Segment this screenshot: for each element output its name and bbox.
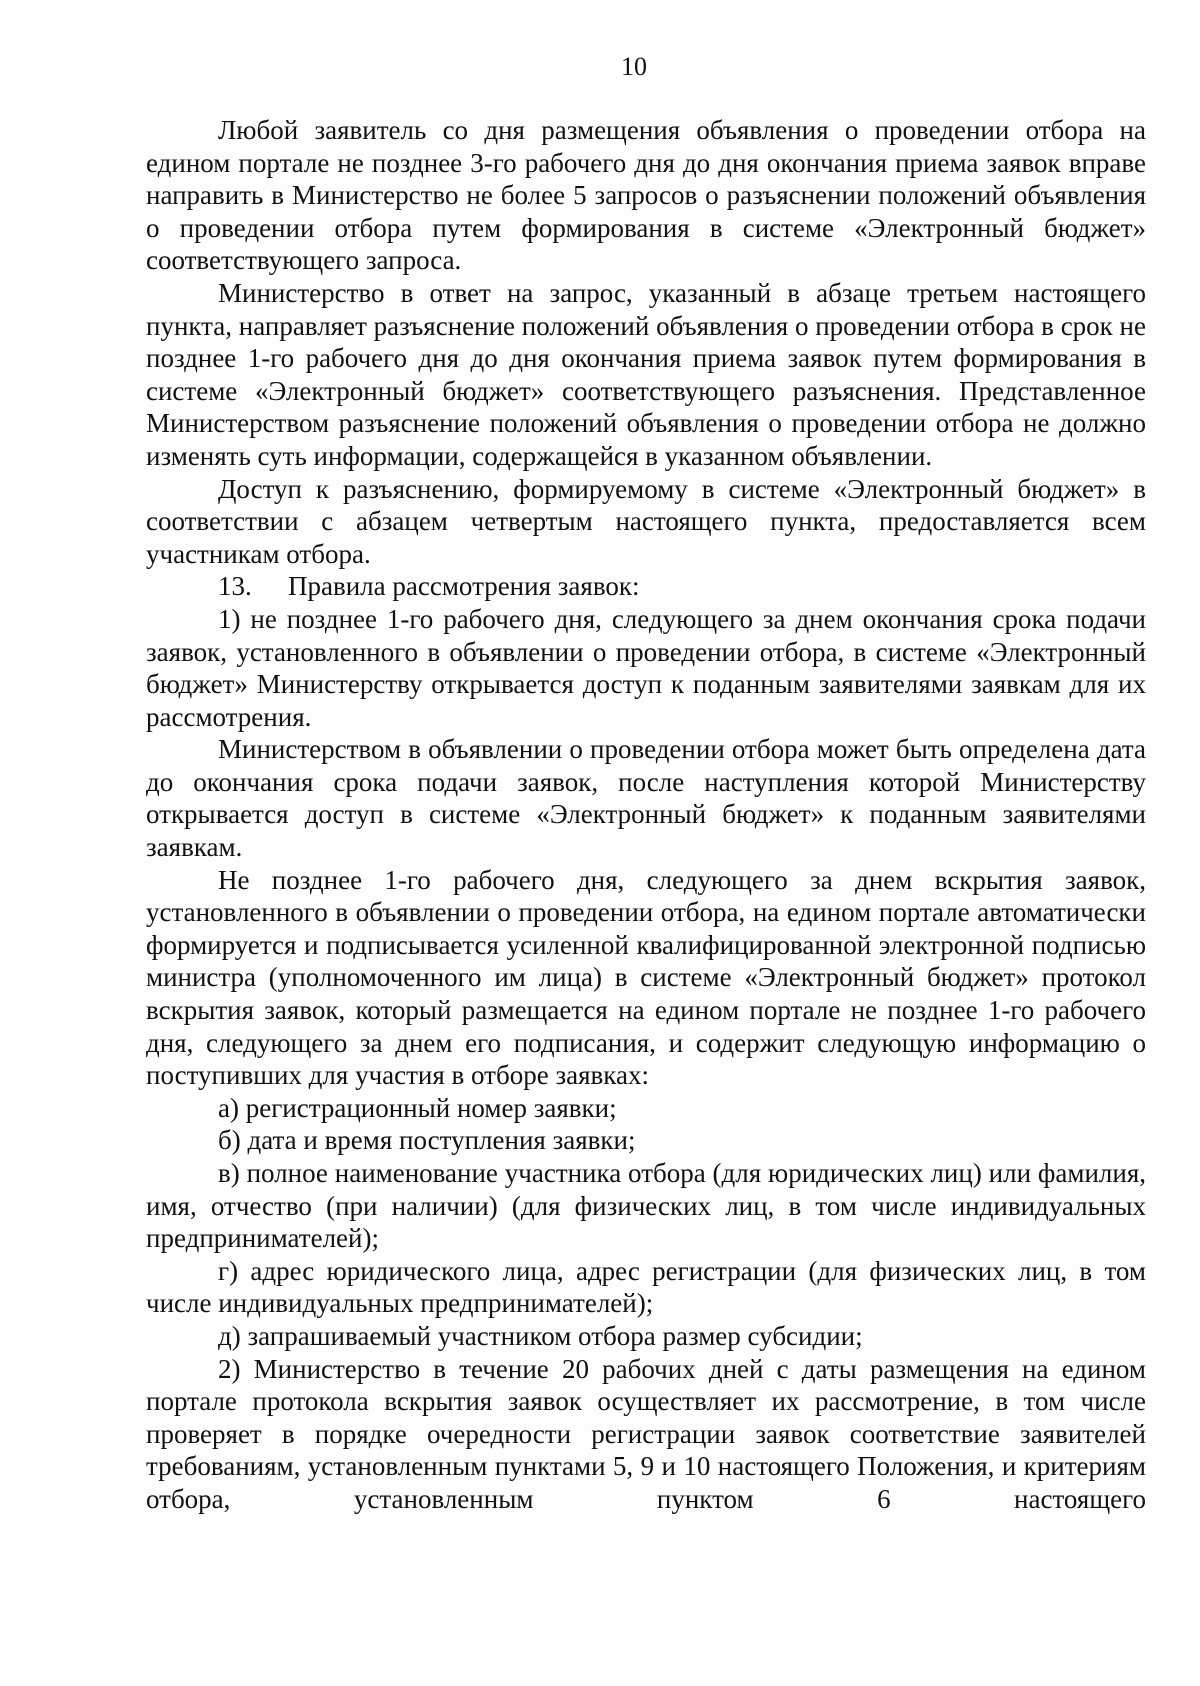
list-item-2: 2) Министерство в течение 20 рабочих дней с даты размещения на едином портале протокола вскрытия заявок осуществляет их рассмотрение, в том числе проверяет в порядке очередности регистрации заявок соответствие заявителей требованиям, установленным пунктами 5, 9 и 10 настоящего Положения, и критериям отбора, установленным пунктом 6 настоящего	[146, 1353, 1146, 1514]
section-number: 13.	[218, 571, 252, 602]
paragraph-opening-protocol: Не позднее 1-го рабочего дня, следующего за днем вскрытия заявок, установленного в объявлении о проведении отбора, на едином портале автоматически формируется и подписывается усиленной квалифицированной электронной подписью министра (уполномоченного им лица) в системе «Электронный бюджет» протокол вскрытия заявок, который размещается на едином портале не позднее 1-го рабочего дня, следующего за днем его подписания, и содержит следующую информацию о поступивших для участия в отборе заявках:	[146, 864, 1146, 1091]
section-heading	[146, 570, 1146, 603]
page-number: 10	[621, 52, 647, 81]
list-item-1: 1) не позднее 1-го рабочего дня, следующего за днем окончания срока подачи заявок, установленного в объявлении о проведении отбора, в системе «Электронный бюджет» Министерству открывается доступ к поданным заявителями заявкам для их рассмотрения.	[146, 603, 1146, 732]
list-item-b: б) дата и время поступления заявки;	[218, 1125, 636, 1156]
list-item-a: а) регистрационный номер заявки;	[218, 1092, 617, 1123]
paragraph-ministry-response: Министерство в ответ на запрос, указанный в абзаце третьем настоящего пункта, направляет разъяснение положений объявления о проведении отбора в срок не позднее 1-го рабочего дня до дня окончания приема заявок путем формирования в системе «Электронный бюджет» соответствующего разъяснения. Представленное Министерством разъяснение положений объявления о проведении отбора не должно изменять суть информации, содержащейся в указанном объявлении.	[146, 277, 1146, 471]
paragraph-clarification-request: Любой заявитель со дня размещения объявления о проведении отбора на едином портале не позднее 3-го рабочего дня до дня окончания приема заявок вправе направить в Министерство не более 5 запросов о разъяснении положений объявления о проведении отбора путем формирования в системе «Электронный бюджет» соответствующего запроса.	[146, 115, 1146, 276]
list-item-d: д) запрашиваемый участником отбора размер субсидии;	[218, 1320, 863, 1351]
paragraph-clarification-access: Доступ к разъяснению, формируемому в системе «Электронный бюджет» в соответствии с абзацем четвертым настоящего пункта, предоставляется всем участникам отбора.	[146, 473, 1146, 569]
list-item-g: г) адрес юридического лица, адрес регистрации (для физических лиц, в том числе индивидуальных предпринимателей);	[146, 1255, 1146, 1319]
list-item-v: в) полное наименование участника отбора (для юридических лиц) или фамилия, имя, отчество (при наличии) (для физических лиц, в том числе индивидуальных предпринимателей);	[146, 1158, 1146, 1254]
document-body	[146, 114, 1146, 1516]
paragraph-access-date: Министерством в объявлении о проведении отбора может быть определена дата до окончания срока подачи заявок, после наступления которой Министерству открывается доступ в системе «Электронный бюджет» к поданным заявителями заявкам.	[146, 734, 1146, 863]
section-title: Правила рассмотрения заявок:	[288, 571, 640, 602]
